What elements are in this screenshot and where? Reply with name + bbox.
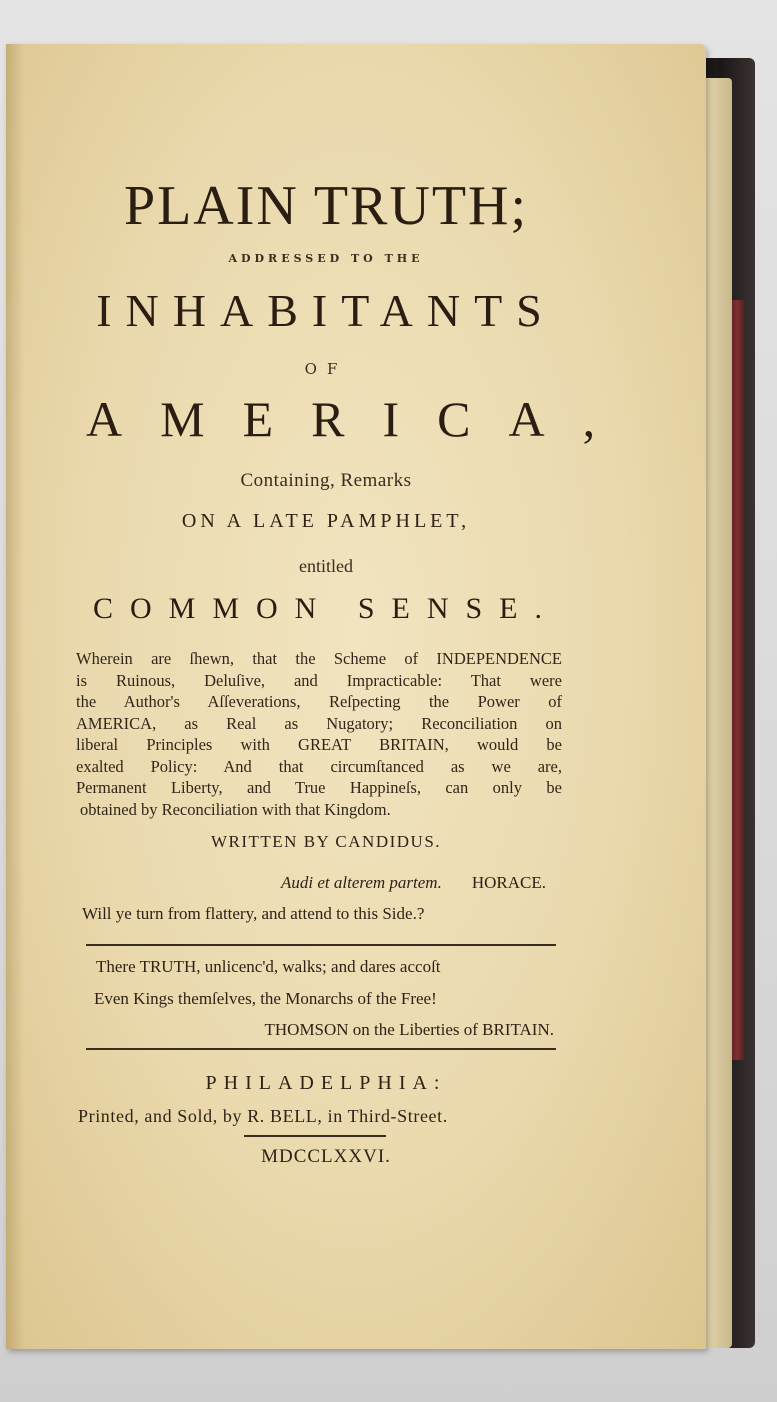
will-line: Will ye turn from flattery, and attend to this Side.?	[82, 904, 425, 923]
paragraph-line: liberal Principles with GREAT BRITAIN, would be	[76, 735, 562, 754]
divider-rule	[86, 944, 556, 946]
paragraph-line: exalted Policy: And that circumſtanced as we are,	[76, 756, 562, 776]
epigraph-quote: Audi et alterem partem.	[281, 873, 442, 892]
paragraph-line: Wherein are ſhewn, that the Scheme of INDEPENDENCE	[76, 649, 562, 668]
containing-line: Containing, Remarks	[240, 470, 412, 491]
of-line: OF	[304, 360, 348, 378]
entitled-line: entitled	[299, 556, 353, 576]
imprint-date: MDCCLXXVI.	[261, 1146, 391, 1167]
author-line: WRITTEN BY CANDIDUS.	[210, 832, 442, 851]
description-paragraph	[76, 648, 562, 820]
paragraph-line: AMERICA, as Real as Nugatory; Reconciliation on	[76, 713, 562, 733]
paragraph-line: obtained by Reconciliation with that Kingdom.	[80, 799, 391, 819]
paragraph-line: Permanent Liberty, and True Happineſs, can only be	[76, 778, 562, 797]
verse-line-2: Even Kings themſelves, the Monarchs of the Free!	[94, 989, 437, 1008]
epigraph-line	[76, 873, 546, 893]
common-sense-line: COMMON SENSE.	[92, 592, 560, 625]
title-page	[6, 44, 706, 1349]
paragraph-line: is Ruinous, Deluſive, and Impracticable: That were	[76, 670, 562, 690]
verse-line-1: There TRUTH, unlicenc'd, walks; and dares accoſt	[96, 957, 441, 976]
verse-attribution: THOMSON on the Liberties of BRITAIN.	[264, 1020, 554, 1039]
book-spine-edge	[730, 300, 744, 1060]
epigraph-source: HORACE.	[471, 873, 546, 892]
addressed-line: ADDRESSED TO THE	[228, 252, 424, 265]
imprint-place: PHILADELPHIA:	[205, 1072, 447, 1094]
pamphlet-line: ON A LATE PAMPHLET,	[181, 510, 471, 532]
america-line: AMERICA,	[86, 391, 634, 447]
main-title: PLAIN TRUTH;	[123, 175, 529, 237]
short-divider	[244, 1135, 386, 1137]
imprint-printer: Printed, and Sold, by R. BELL, in Third-Street.	[78, 1106, 448, 1126]
inhabitants-line: INHABITANTS	[96, 285, 556, 336]
paragraph-line: the Author's Aſſeverations, Reſpecting the Power of	[76, 692, 562, 711]
divider-rule	[86, 1048, 556, 1050]
